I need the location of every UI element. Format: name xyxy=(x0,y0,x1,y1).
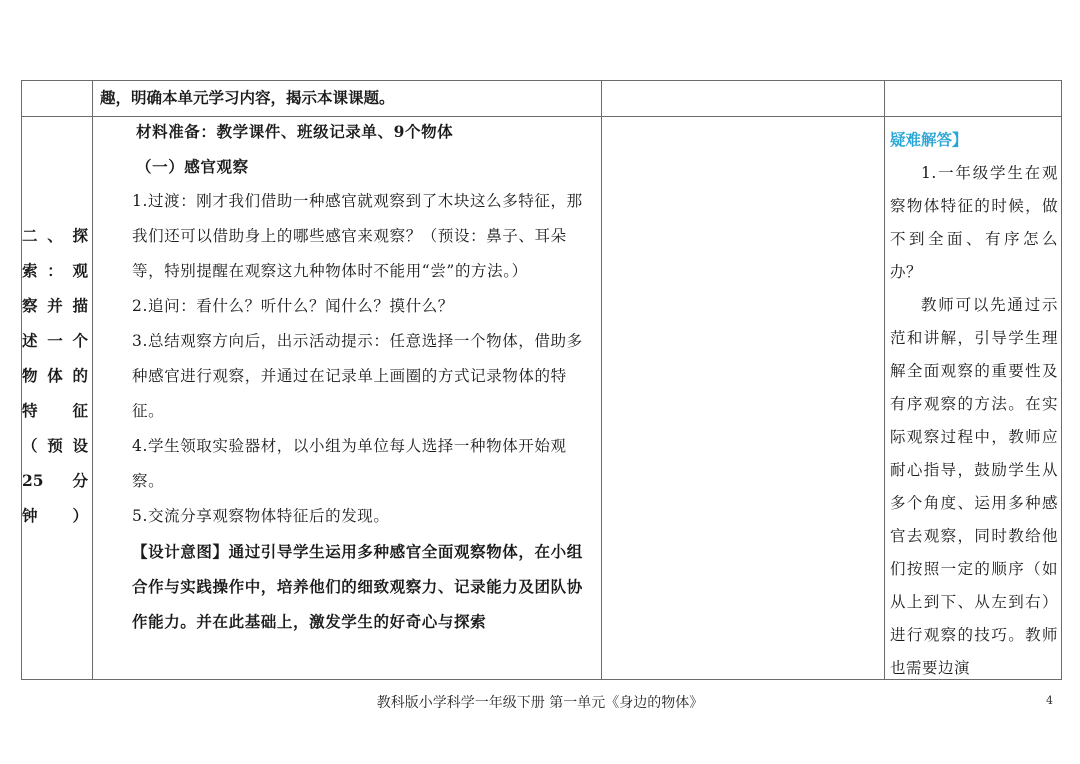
step-paragraph: 1.过渡：刚才我们借助一种感官就观察到了木块这么多特征，那我们还可以借助身上的哪些感官来观察？（预设：鼻子、耳朵等，特别提醒在观察这九种物体时不能用“尝”的方法。） xyxy=(132,192,583,280)
stage-line: 察并描 xyxy=(22,296,88,315)
continuation-row-text: 趣，明确本单元学习内容，揭示本课课题。 xyxy=(100,88,395,107)
notes-answer: 教师可以先通过示范和讲解，引导学生理解全面观察的重要性及有序观察的方法。在实际观察过程中，教师应耐心指导，鼓励学生从多个角度、运用多种感官去观察，同时教给他们按照一定的顺序（如从上到下、从左到右）进行观察的技巧。教师也需要边演 xyxy=(890,296,1058,677)
stage-line: （预设 xyxy=(22,436,88,455)
notes-title: 疑难解答】 xyxy=(890,130,968,149)
table-col-divider-3 xyxy=(884,80,885,680)
stage-line: 述一个 xyxy=(22,331,88,350)
table-col-divider-2 xyxy=(601,80,602,680)
page-number: 4 xyxy=(1046,694,1053,707)
design-intent-paragraph: 【设计意图】通过引导学生运用多种感官全面观察物体，在小组合作与实践操作中，培养他们的细致观察力、记录能力及团队协作能力。并在此基础上，激发学生的好奇心与探索 xyxy=(132,542,583,631)
step-paragraph: 2.追问：看什么？听什么？闻什么？摸什么？ xyxy=(132,297,454,315)
step-paragraph: 5.交流分享观察物体特征后的发现。 xyxy=(132,507,390,525)
table-right-border xyxy=(1061,80,1062,680)
stage-line: 索：观 xyxy=(22,261,88,280)
section-heading: （一）感官观察 xyxy=(136,157,249,176)
stage-line: 二、探 xyxy=(22,226,88,245)
notes-cell xyxy=(890,122,1058,685)
step-paragraph: 3.总结观察方向后，出示活动提示：任意选择一个物体，借助多种感官进行观察，并通过在记录单上画圈的方式记录物体的特征。 xyxy=(132,332,583,420)
stage-line: 物体的 xyxy=(22,366,88,385)
stage-line: 25 分 xyxy=(22,471,88,490)
stage-line: 钟） xyxy=(22,506,88,525)
table-col-divider-1 xyxy=(92,80,93,680)
materials-line: 材料准备：教学课件、班级记录单、9个物体 xyxy=(136,122,454,141)
page-footer: 教科版小学科学一年级下册 第一单元《身边的物体》 xyxy=(376,695,704,711)
notes-question: 1.一年级学生在观察物体特征的时候，做不到全面、有序怎么办？ xyxy=(890,164,1058,281)
teaching-process-cell xyxy=(100,114,596,639)
stage-line: 特 征 xyxy=(22,401,88,420)
step-paragraph: 4.学生领取实验器材，以小组为单位每人选择一种物体开始观察。 xyxy=(132,437,567,490)
stage-label xyxy=(22,218,88,533)
